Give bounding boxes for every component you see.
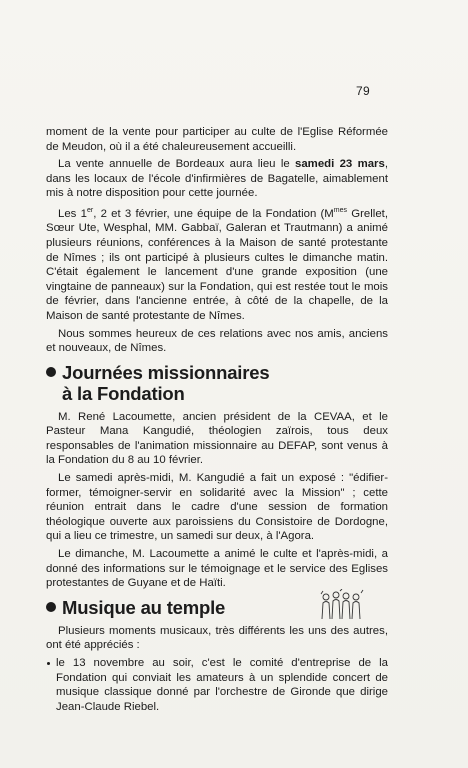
heading-line-1: Journées missionnaires bbox=[62, 361, 270, 383]
heading-line-2: à la Fondation bbox=[62, 382, 185, 404]
bullet-icon bbox=[46, 602, 56, 612]
paragraph-dimanche: Le dimanche, M. Lacoumette a animé le culte et l'après-midi, a donné des informations sur le témoignage et le service des Eglises protestantes de Guyane et de Haïti. bbox=[46, 548, 388, 590]
choir-singers-icon bbox=[318, 589, 366, 621]
article-body bbox=[46, 125, 388, 717]
section-heading-journees bbox=[46, 362, 388, 404]
paragraph-meudon: moment de la vente pour participer au culte de l'Eglise Réformée de Meudon, où il a été chaleureusement accueilli. bbox=[46, 126, 388, 153]
paragraph-bordeaux: La vente annuelle de Bordeaux aura lieu le samedi 23 mars, dans les locaux de l'école d'infirmières de Bagatelle, aimablement mis à notre disposition pour cette journée. bbox=[46, 158, 388, 200]
page-number: 79 bbox=[356, 84, 370, 98]
paragraph-kangudie: Le samedi après-midi, M. Kangudié a fait un exposé : "édifier-former, témoigner-servir en solidarité avec la Mission" ; cette réunion entrait dans le cadre d'une session de formation théologique ouverte aux paroissiens du Consistoire de Dordogne, qui a lieu ce trimestre, un samedi sur deux, à l'Agora. bbox=[46, 472, 388, 543]
bold-date: samedi 23 mars bbox=[295, 158, 385, 171]
paragraph-lacoumette: M. René Lacoumette, ancien président de la CEVAA, et le Pasteur Mana Kangudié, théologien zaïrois, tous deux responsables de l'animation missionnaire au DEFAP, sont venus à la Fondation du 8 au 10 février. bbox=[46, 410, 388, 467]
paragraph-musique-intro: Plusieurs moments musicaux, très différents les uns des autres, ont été appréciés : bbox=[46, 624, 388, 652]
list-bullet-icon bbox=[47, 662, 50, 665]
bullet-icon bbox=[46, 367, 56, 377]
paragraph-nimes-thanks: Nous sommes heureux de ces relations avec nos amis, anciens et nouveaux, de Nîmes. bbox=[46, 327, 388, 355]
section-heading-row bbox=[46, 597, 388, 618]
paragraph-nimes-team: Les 1er, 2 et 3 février, une équipe de la Fondation ($M^{mes}$ Grellet, Sœur Ute, Wesphal, MM. Gabbaï, Galeran et Trautmann) a animé plusieurs réunions, conférences à la Maison de santé protestante de Nîmes ; ils ont participé à plusieurs cultes le dimanche matin. C'était également le lancement d'une grande exposition (une vingtaine de panneaux) sur la Fondation, qui est restée tout le mois de février, dans l'ancienne entrée, à côté de la chapelle, de la Maison de santé protestante de Nîmes. bbox=[46, 206, 388, 322]
list-item: le 13 novembre au soir, c'est le comité d'entreprise de la Fondation qui conviait les amateurs à un splendide concert de musique classique donné par l'orchestre de Gironde que dirige Jean-Claude Riebel. bbox=[46, 656, 388, 714]
section-heading-musique: Musique au temple bbox=[46, 597, 388, 618]
